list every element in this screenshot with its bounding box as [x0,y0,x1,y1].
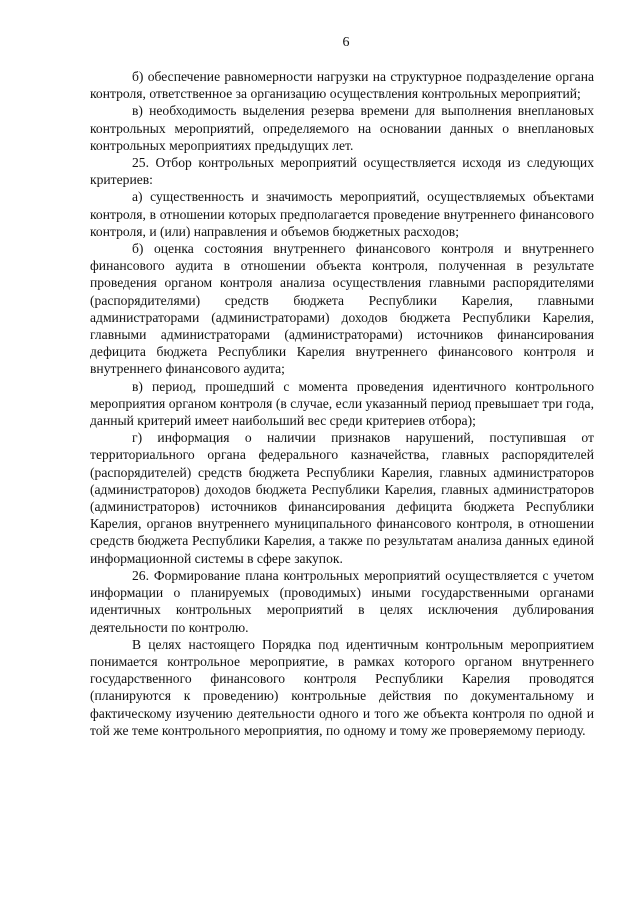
paragraph-v-reserve-time: в) необходимость выделения резерва времени для выполнения внеплановых контрольных мероприятий, определяемого на основании данных о внеплановых контрольных мероприятиях предыдущих лет. [90,103,594,153]
document-page [90,34,594,739]
paragraph-b-workload: б) обеспечение равномерности нагрузки на структурное подразделение органа контроля, ответственное за организацию осуществления контрольных мероприятий; [90,69,594,102]
paragraph-g-violations-info: г) информация о наличии признаков нарушений, поступившая от территориального органа федерального казначейства, главных распорядителей (распорядителей) средств бюджета Республики Карелия, главных администраторов (администраторов) доходов бюджета Республики Карелия, главных администраторов (администраторов) источников финансирования дефицита бюджета Республики Карелия, органов внутреннего муниципального финансового контроля, в отношении средств бюджета Республики Карелия, а также по результатам анализа данных единой информационной системы в сфере закупок. [90,430,594,566]
paragraph-26-plan-formation: 26. Формирование плана контрольных мероприятий осуществляется с учетом информации о планируемых (проводимых) иными государственными органами идентичных контрольных мероприятий в целях исключения дублирования деятельности по контролю. [90,567,594,635]
page-number: 6 [342,35,350,50]
paragraph-identical-definition: В целях настоящего Порядка под идентичным контрольным мероприятием понимается контрольное мероприятие, в рамках которого органом внутреннего государственного финансового контроля Республики Карелия проводятся (планируются к проведению) контрольные действия по документальному и фактическому изучению деятельности одного и того же объекта контроля по одной и той же теме контрольного мероприятия, по одному и тому же проверяемому периоду. [90,636,594,738]
paragraph-25-selection-criteria: 25. Отбор контрольных мероприятий осуществляется исходя из следующих критериев: [90,155,594,188]
paragraph-v-period: в) период, прошедший с момента проведения идентичного контрольного мероприятия органом контроля (в случае, если указанный период превышает три года, данный критерий имеет наибольший вес среди критериев отбора); [90,378,594,429]
paragraph-b-assessment: б) оценка состояния внутреннего финансового контроля и внутреннего финансового аудита в отношении объекта контроля, полученная в результате проведения органом контроля анализа осуществления главными распорядителями (распорядителями) средств бюджета Республики Карелия, главными администраторами (администраторами) доходов бюджета Республики Карелия, главными администраторами (администраторами) источников финансирования дефицита бюджета Республики Карелия внутреннего финансового контроля и внутреннего финансового аудита; [90,241,594,377]
paragraph-a-significance: а) существенность и значимость мероприятий, осуществляемых объектами контроля, в отношении которых предполагается проведение внутреннего финансового контроля, и (или) направления и объемов бюджетных расходов; [90,189,594,239]
